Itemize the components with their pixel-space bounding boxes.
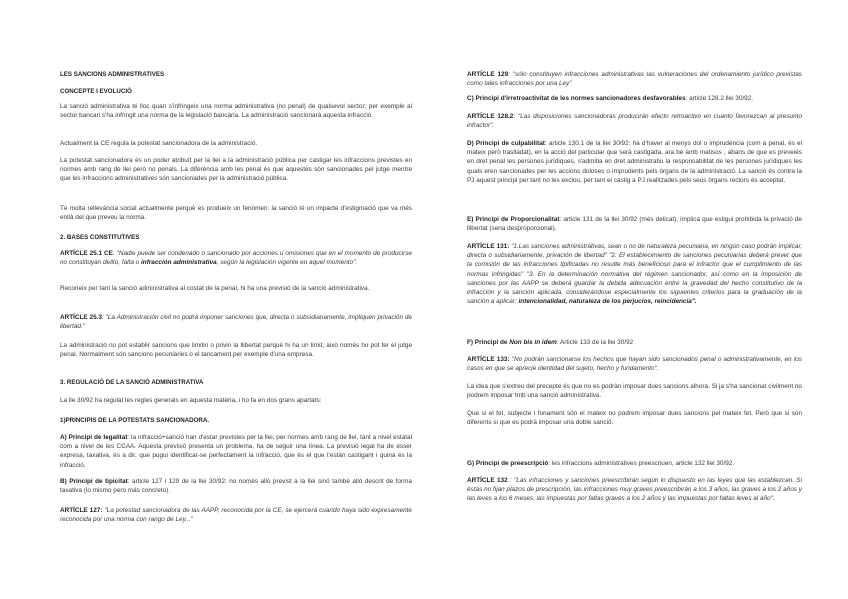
- paragraph: Que si el fet, subjecte i fonament són el mateix no podrem imposar dues sancions pel mateix fet. Però que si són diferents si que es podrà imposar una doble sanció.: [467, 410, 802, 427]
- article-label: ARTÍCLE 132: [467, 477, 508, 484]
- article-label: ARTÍCLE 129: [467, 71, 509, 78]
- principle-non-bis-in-idem: [467, 338, 802, 347]
- article-128-2: [467, 112, 802, 130]
- principle-preescripcio: [467, 459, 802, 468]
- principle-label: G) Principi de preescripció: [467, 460, 549, 467]
- principle-proporcionalitat: [467, 215, 802, 233]
- article-label: ARTÍCLE 127:: [60, 507, 103, 514]
- article-quote: "La potestad sancionadora de las AAPP, reconocida por la CE, se ejercerá cuando haya sido expresamente reconocida por una norma con rango de Ley...": [60, 507, 412, 524]
- principle-text: : article 127 i 129 de la llei 30/92: no només allò previst a la llei sinó també allò descrit de forma taxativa (lo mismo pero más concreto).: [60, 478, 412, 495]
- article-131: [467, 242, 802, 306]
- article-quote: , según la legislación vigente en aquel momento".: [216, 259, 358, 267]
- document-title: LES SANCIONS ADMINISTRATIVES: [60, 71, 165, 78]
- article-quote: : "Las infracciones y sanciones preescribirán según lo dispuesto en las leyes que las establezcan. Si éstas no fijan plazos de prescripción, las infracciones muy graves preescribirán a los 3 años, las graves a los 2 años y las leves a los 6 meses, las impuestas por faltas graves a los 2 años y las impuestas por faltas leves al año".: [467, 477, 802, 503]
- section-heading-bases: 2. BASES CONSTITUTIVES: [60, 234, 140, 241]
- principle-label: C) Principi d'irretroactivitat de les normes sancionadores desfavorables: [467, 95, 686, 102]
- paragraph: La potestat sancionadora és un poder atribuït per la llei a la administració pública per castigar les infraccions previstes en normes amb rang de llei però no penals. La diferència amb les penal és que aquestes són sancionades pel jutge mentre que les infraccions administratives són sancionades per la administració pública.: [60, 157, 412, 183]
- principle-legalitat: [60, 433, 412, 470]
- paragraph: La administració no pot establir sancions que limitin o privin la llibertat perquè hi ha un límit, això només ho pot fer el jutge penal. Normalment són sancions pecuniàries o el tancament per exemple d'una empresa.: [60, 342, 412, 359]
- article-label: ARTÍCLE 25.3: [60, 314, 102, 321]
- section-heading-concept: CONCEPTE I EVOLUCIÓ: [60, 88, 132, 95]
- principle-text: : article 130.1 de la llei 30/92: ha d'haver al menys dol o imprudència (com a penal, és el mateix però traslladat), en la acció del particular que serà castigada, ara bé amb matisos , abans de que es preveiés en dret penal les persones jurídiques, s'admitia en dret administratiu la responsabilitat de les persones jurídiques les quals eren sancionades per les accions doloses o imprudents pels òrgans de la administració. La sanció és contra la PJ aquest principi per tant no les exclou, per tant el càstig a PJ realitzades pels seus òrgans rectors és acceptat.: [467, 140, 802, 184]
- principle-label: B) Principi de tipicitat: [60, 478, 128, 485]
- article-quote: : "Nadie puede ser condenado o sancionado por acciones u omisiones que en el momento de producirse no constituyan delito, falta o: [60, 250, 412, 267]
- article-quote: "1.Las sanciones administrativas, sean o no de naturaleza pecuniaria, en ningún caso podrán implicar, directa o subsidiariamente, privación de libertad" "2. El establecimiento de sanciones pecuniarias deberá prever que la comisión de las infracciones tipificadas no resulte más beneficioso para el infractor que el cumplimiento de las normas infringidas" "3. En la determinación normativa del régimen sancionador, así como en la imposición de sanciones por las AAPP se deberá guardar la debida adecuación entre la gravedad del hecho constitutivo de la infracción y la sanción aplicada, considerándose especialmente los siguientes criterios para la graduación de la sanción a aplicar:: [467, 243, 802, 306]
- subsection-heading-principis: 1)PRINCIPIS DE LA POTESTATS SANCIONADORA.: [60, 417, 210, 424]
- principle-culpabilitat: [467, 139, 802, 185]
- paragraph: La sanció administrativa té lloc quan s'infringeix una norma administrativa (no penal) de qualsevol sector; per exemple al sector bancari s'ha infringit una norma de la legislació bancària. La administració sancionarà aquesta infracció.: [60, 103, 412, 120]
- principle-label: D) Principi de culpabilitat: [467, 140, 545, 147]
- article-129: [467, 70, 802, 88]
- article-label: ARTÍCLE 131:: [467, 243, 510, 250]
- principle-text: : article 131 de la llei 30/92 (més delicat), implica que estigui prohibida la privació de llibertat (seria desproporcional).: [467, 216, 802, 233]
- article-label: ARTÍCLE 133:: [467, 356, 510, 363]
- article-127: [60, 506, 412, 524]
- article-25-3: [60, 313, 412, 331]
- paragraph: La lle 30/92 ha regulat les regles generals en aquesta matèria, i ho fa en dos grans apartats:: [60, 397, 322, 404]
- principle-tipicitat: [60, 477, 412, 495]
- article-133: [467, 355, 802, 373]
- section-heading-regulacio: 3. REGULACIÓ DE LA SANCIÓ ADMINISTRATIVA: [60, 379, 204, 386]
- principle-text: : les infraccions administratives preescriuen, article 132 llei 30/92.: [548, 460, 735, 467]
- paragraph: La idea que s'extreu del precepte és que no es podràn imposar dues sancions alhora. Si ja s'ha sancionat civilment no podrem imposar tmb una sanció administrativa.: [467, 383, 802, 400]
- article-quote-emphasis: intencionalidad, naturaleza de los perjucios, reincidencia".: [518, 298, 697, 306]
- principle-label: F) Principi de: [467, 339, 510, 346]
- principle-text: : la infracció+sanció han d'estar previstes per la llei, per normes amb rang de llei, tant a nivel estatal com a nivel de les CCAA. Aquesta previsió presenta un problema, ha de seguir una línea. La previsió legal ha de ésser expresa, taxativa, és a dir, que pugui identificar-se perfectament la infracció, que és el que t'estàn castigant i quina és la infracció.: [60, 434, 412, 469]
- article-quote: : "Las disposiciones sancionadoras producirán efecto retroactivo en cuanto favorezcan al presunto infractor".: [467, 113, 802, 130]
- article-quote: "No podrán sancionarse los hechos que hayan sido sancionados penal o administrativamente, en los casos en que se aprecie identidad del sujeto, hecho y fundamento".: [467, 356, 802, 373]
- paragraph: Actualment la CE regula la potestat sancionadora de la administració.: [60, 140, 258, 147]
- principle-text: : article 128.2 llei 30/92.: [685, 95, 754, 102]
- principle-text: : Article 133 de la llei 30/92: [556, 339, 634, 346]
- article-25-1: [60, 249, 412, 267]
- article-quote: : "La Administración civil no podrá imponer sanciones que, directa o subsidiariamente, impliquen privación de libertad.": [60, 314, 412, 331]
- principle-label-latin: Non bis in idem: [509, 339, 557, 346]
- paragraph: Reconeix per tant la sanció administrativa al costat de la penal, hi ha una previsió de la sanció administrativa.: [60, 285, 370, 292]
- article-label: ARTÍCLE 128.2: [467, 113, 514, 120]
- principle-label: A) Principi de legalitat: [60, 434, 128, 441]
- principle-irretroactivitat: [467, 94, 802, 103]
- paragraph: Té molta rellevància social actualmente perquè es produeix un fenòmen: la sanció té un impacte d'estigmació que va més enllà del que preveu la norma.: [60, 205, 412, 222]
- article-quote: : "sólo constituyen infracciones administrativas las vulneraciones del ordenamiento jurídico previstas como tales infracciones por una Ley": [467, 71, 802, 88]
- article-label: ARTÍCLE 25.1 CE: [60, 250, 113, 257]
- article-quote-emphasis: infracción administrativa: [141, 259, 217, 267]
- principle-label: E) Principi de Proporcionalitat: [467, 216, 560, 223]
- article-132: [467, 476, 802, 504]
